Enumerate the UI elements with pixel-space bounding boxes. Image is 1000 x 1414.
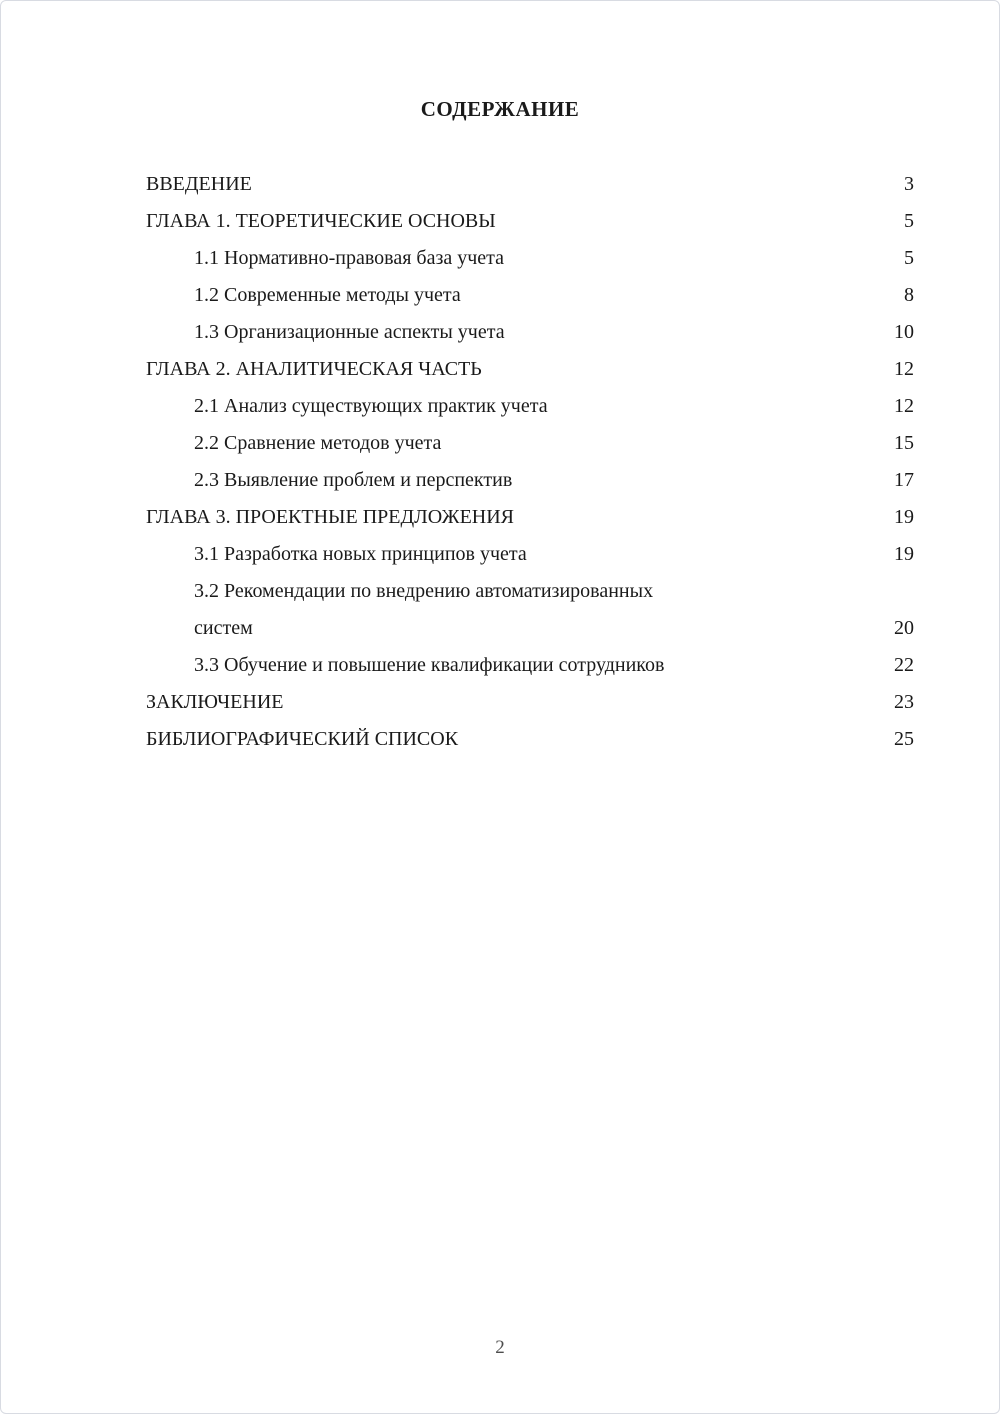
toc-entry <box>146 277 914 314</box>
toc-entry-page: 22 <box>894 654 914 676</box>
toc-entry <box>146 536 914 573</box>
toc-entry <box>146 647 914 684</box>
toc-entry-label: 2.1 Анализ существующих практик учета <box>194 395 548 417</box>
toc-entry-label: 1.3 Организационные аспекты учета <box>194 321 505 343</box>
toc-entry-label: БИБЛИОГРАФИЧЕСКИЙ СПИСОК <box>146 728 459 750</box>
toc-entry <box>146 388 914 425</box>
page-number-footer: 2 <box>495 1337 505 1358</box>
toc-entry <box>146 166 914 203</box>
toc-entry-page: 20 <box>894 617 914 639</box>
toc-entry-page: 12 <box>894 358 914 380</box>
toc-entry-label: 2.2 Сравнение методов учета <box>194 432 442 454</box>
toc-entry-label: 3.3 Обучение и повышение квалификации сотрудников <box>194 654 665 676</box>
toc-entry-label: ГЛАВА 2. АНАЛИТИЧЕСКАЯ ЧАСТЬ <box>146 358 482 380</box>
toc-entry-page: 10 <box>894 321 914 343</box>
toc-entry-page: 19 <box>894 506 914 528</box>
toc-entry <box>146 499 914 536</box>
toc-entry <box>146 203 914 240</box>
toc-entry-page: 5 <box>904 210 914 232</box>
toc-entry <box>146 425 914 462</box>
toc-entry-page: 8 <box>904 284 914 306</box>
toc-entry-label: ВВЕДЕНИЕ <box>146 173 252 195</box>
toc-entry-page: 25 <box>894 728 914 750</box>
toc-entry-label: ГЛАВА 3. ПРОЕКТНЫЕ ПРЕДЛОЖЕНИЯ <box>146 506 515 528</box>
toc-entry-label: ГЛАВА 1. ТЕОРЕТИЧЕСКИЕ ОСНОВЫ <box>146 210 496 232</box>
toc-entry-page: 19 <box>894 543 914 565</box>
toc-entry <box>146 462 914 499</box>
toc-entry-page: 15 <box>894 432 914 454</box>
toc-entry <box>146 684 914 721</box>
toc-entry <box>146 240 914 277</box>
toc-entry-label: 3.2 Рекомендации по внедрению автоматизированных систем <box>194 580 654 639</box>
toc-entry <box>146 573 914 647</box>
toc-entry-label: 2.3 Выявление проблем и перспектив <box>194 469 513 491</box>
toc-entry <box>146 314 914 351</box>
table-of-contents <box>1 166 999 758</box>
toc-entry-page: 23 <box>894 691 914 713</box>
toc-entry-label: ЗАКЛЮЧЕНИЕ <box>146 691 284 713</box>
toc-entry <box>146 351 914 388</box>
toc-entry-label: 3.1 Разработка новых принципов учета <box>194 543 527 565</box>
toc-entry-label: 1.1 Нормативно-правовая база учета <box>194 247 505 269</box>
toc-entry <box>146 721 914 758</box>
toc-entry-page: 17 <box>894 469 914 491</box>
toc-entry-page: 3 <box>904 173 914 195</box>
toc-entry-page: 5 <box>904 247 914 269</box>
toc-entry-label: 1.2 Современные методы учета <box>194 284 461 306</box>
toc-entry-page: 12 <box>894 395 914 417</box>
page-title: СОДЕРЖАНИЕ <box>420 97 580 121</box>
